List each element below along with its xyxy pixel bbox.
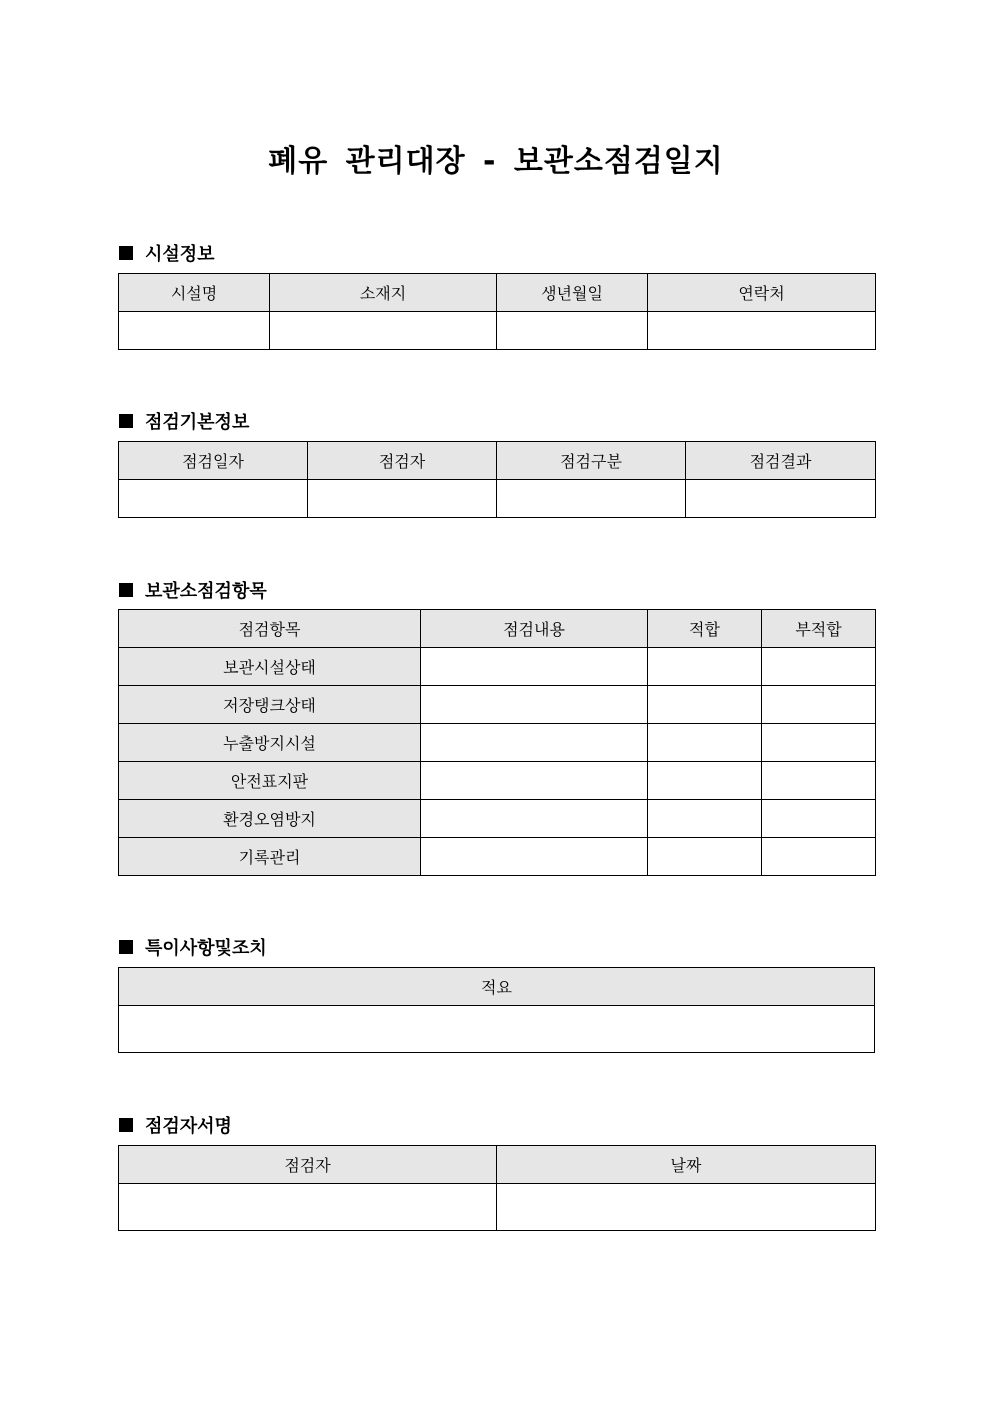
content-cell[interactable]	[421, 762, 648, 800]
item-label: 보관시설상태	[119, 648, 421, 686]
section-heading-label: 점검기본정보	[145, 412, 250, 433]
inspector-cell[interactable]	[308, 480, 497, 518]
header-inspection-type: 점검구분	[497, 442, 686, 480]
item-label: 기록관리	[119, 838, 421, 876]
inspection-type-cell[interactable]	[497, 480, 686, 518]
header-contact: 연락처	[648, 274, 876, 312]
location-cell[interactable]	[270, 312, 497, 350]
header-birthdate: 생년월일	[497, 274, 648, 312]
fail-cell[interactable]	[762, 648, 876, 686]
table-row	[119, 800, 876, 838]
fail-cell[interactable]	[762, 724, 876, 762]
header-inspection-result: 점검결과	[686, 442, 876, 480]
square-bullet-icon	[119, 940, 133, 954]
header-fail: 부적합	[762, 610, 876, 648]
content-cell[interactable]	[421, 648, 648, 686]
fail-cell[interactable]	[762, 838, 876, 876]
pass-cell[interactable]	[648, 800, 762, 838]
section-heading-label: 시설정보	[145, 244, 215, 265]
header-inspection-content: 점검내용	[421, 610, 648, 648]
section-heading-label: 특이사항및조치	[145, 938, 267, 959]
basic-info-table	[118, 441, 876, 518]
facility-name-cell[interactable]	[119, 312, 270, 350]
summary-cell[interactable]	[119, 1006, 875, 1053]
header-inspection-item: 점검항목	[119, 610, 421, 648]
content-cell[interactable]	[421, 800, 648, 838]
pass-cell[interactable]	[648, 648, 762, 686]
square-bullet-icon	[119, 583, 133, 597]
table-row	[119, 724, 876, 762]
pass-cell[interactable]	[648, 762, 762, 800]
header-pass: 적합	[648, 610, 762, 648]
table-row	[119, 838, 876, 876]
header-summary: 적요	[119, 968, 875, 1006]
header-facility-name: 시설명	[119, 274, 270, 312]
table-row	[119, 648, 876, 686]
fail-cell[interactable]	[762, 800, 876, 838]
section-heading-label: 점검자서명	[145, 1116, 232, 1137]
header-date: 날짜	[497, 1146, 876, 1184]
facility-table	[118, 273, 876, 350]
section-heading-basic	[119, 408, 249, 434]
item-label: 저장탱크상태	[119, 686, 421, 724]
square-bullet-icon	[119, 246, 133, 260]
content-cell[interactable]	[421, 724, 648, 762]
item-label: 안전표지판	[119, 762, 421, 800]
fail-cell[interactable]	[762, 762, 876, 800]
content-cell[interactable]	[421, 686, 648, 724]
section-heading-label: 보관소점검항목	[145, 581, 267, 602]
section-heading-items	[119, 577, 267, 603]
notes-table	[118, 967, 875, 1053]
header-inspection-date: 점검일자	[119, 442, 308, 480]
page-title: 폐유 관리대장 - 보관소점검일지	[268, 144, 724, 179]
content-cell[interactable]	[421, 838, 648, 876]
table-row	[119, 762, 876, 800]
contact-cell[interactable]	[648, 312, 876, 350]
pass-cell[interactable]	[648, 686, 762, 724]
section-heading-facility	[119, 240, 215, 266]
section-heading-signature	[119, 1112, 232, 1138]
birthdate-cell[interactable]	[497, 312, 648, 350]
pass-cell[interactable]	[648, 838, 762, 876]
header-inspector: 점검자	[308, 442, 497, 480]
header-signer: 점검자	[119, 1146, 497, 1184]
item-label: 누출방지시설	[119, 724, 421, 762]
inspection-date-cell[interactable]	[119, 480, 308, 518]
square-bullet-icon	[119, 1118, 133, 1132]
section-heading-notes	[119, 934, 267, 960]
square-bullet-icon	[119, 414, 133, 428]
date-cell[interactable]	[497, 1184, 876, 1231]
table-row	[119, 686, 876, 724]
inspection-result-cell[interactable]	[686, 480, 876, 518]
header-location: 소재지	[270, 274, 497, 312]
signer-cell[interactable]	[119, 1184, 497, 1231]
inspection-items-table	[118, 609, 876, 876]
item-label: 환경오염방지	[119, 800, 421, 838]
pass-cell[interactable]	[648, 724, 762, 762]
signature-table	[118, 1145, 876, 1231]
fail-cell[interactable]	[762, 686, 876, 724]
